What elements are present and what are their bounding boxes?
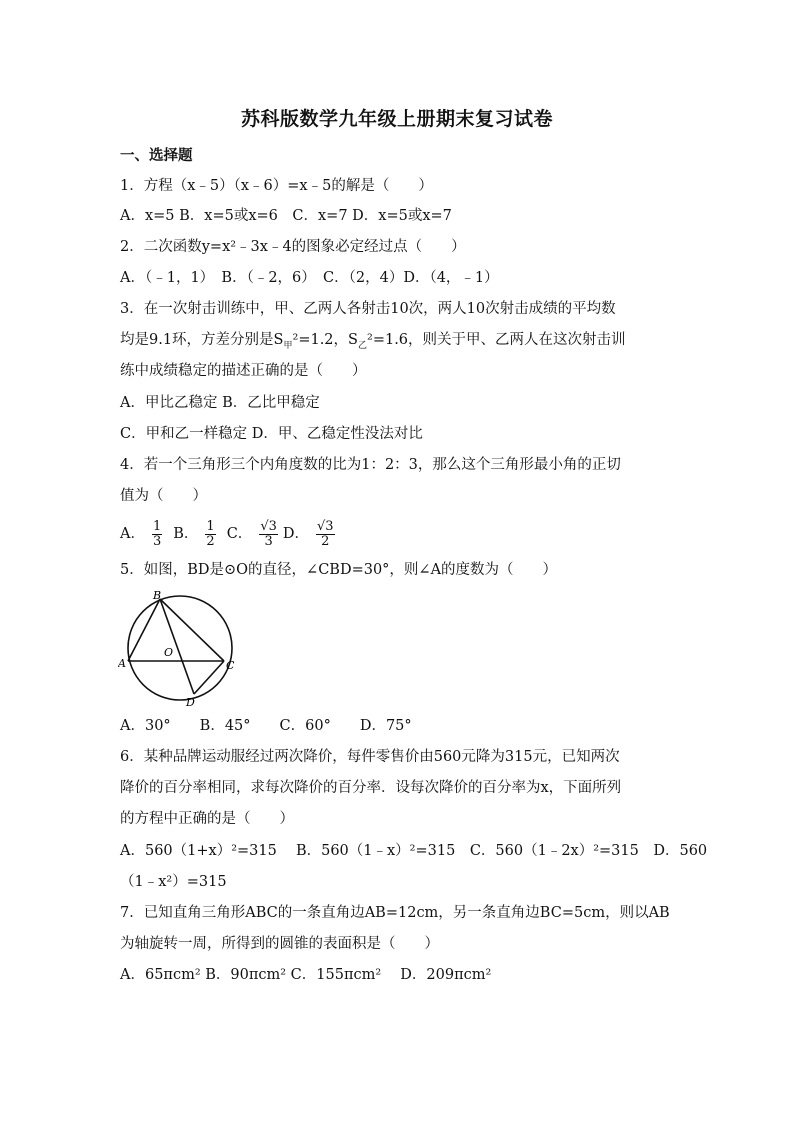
q4-option-c-fraction [259,520,278,549]
q4-option-a-label: A． [120,526,145,542]
q4-option-c-den: 3 [264,533,273,549]
circle-diagram [118,589,240,707]
question-6-line-2: 降价的百分率相同，求每次降价的百分率．设每次降价的百分率为x，下面所列 [120,780,622,796]
question-2-options: A．（﹣1，1） B．（﹣2，6） C．（2，4）D．（4，﹣1） [120,270,499,286]
q4-option-d-num: √3 [317,518,334,534]
question-1-stem: 1．方程（x﹣5）（x﹣6）=x﹣5的解是（ ） [120,178,433,194]
label-a: A [118,657,126,670]
label-c: C [226,659,235,672]
question-3-options-cd: C．甲和乙一样稳定 D．甲、乙稳定性没法对比 [120,426,423,442]
q3-sub-yi: 乙 [357,340,367,351]
label-d: D [186,696,195,707]
question-3-line-2 [120,330,680,356]
circle-figure [118,589,240,711]
question-3-line-3: 练中成绩稳定的描述正确的是（ ） [120,363,367,379]
label-b: B [153,589,162,602]
question-7-line-1: 7．已知直角三角形ABC的一条直角边AB=12cm，另一条直角边BC=5cm，则以AB [120,905,670,921]
q4-option-b-fraction [205,520,215,549]
q4-option-a-num: 1 [152,518,162,534]
q4-option-b-den: 2 [206,533,215,549]
question-6-options-1: A．560（1+x）²=315 B．560（1﹣x）²=315 C．560（1﹣2x）²=315 D．560 [120,843,708,859]
q3-text-a: 均是9.1环，方差分别是S [120,332,284,348]
question-7-line-2: 为轴旋转一周，所得到的圆锥的表面积是（ ） [120,936,439,952]
question-1-options: A．x=5 B．x=5或x=6 C．x=7 D．x=5或x=7 [120,208,452,224]
question-7-options: A．65πcm² B．90πcm² C．155πcm² D．209πcm² [120,967,492,983]
q4-option-b-label: B． [173,526,199,542]
q3-text-c: ²=1.6，则关于甲、乙两人在这次射击训 [367,332,626,348]
q4-option-d-den: 2 [321,533,330,549]
question-3-line-1: 3．在一次射击训练中，甲、乙两人各射击10次，两人10次射击成绩的平均数 [120,301,616,317]
section-heading: 一、选择题 [120,147,193,164]
question-4-line-2: 值为（ ） [120,488,207,504]
q3-sub-jia: 甲 [283,340,293,351]
label-o: O [164,646,174,659]
segment-cd [194,661,224,694]
question-4-options [120,516,680,552]
question-2-stem: 2．二次函数y=x²﹣3x﹣4的图象必定经过点（ ） [120,239,466,255]
question-5-stem: 5．如图，BD是⊙O的直径，∠CBD=30°，则∠A的度数为（ ） [120,562,558,578]
question-6-options-2: （1﹣x²）=315 [120,874,227,890]
q4-option-c-label: C． [226,526,253,542]
question-6-line-1: 6．某种品牌运动服经过两次降价，每件零售价由560元降为315元，已知两次 [120,749,620,765]
q4-option-c-num: √3 [260,518,277,534]
q4-option-d-label: D． [282,526,310,542]
page-title: 苏科版数学九年级上册期末复习试卷 [240,108,553,130]
q4-option-a-den: 3 [152,533,162,549]
question-5-options: A．30° B．45° C．60° D．75° [120,718,412,734]
q4-option-a-fraction [152,520,162,549]
question-3-options-ab: A．甲比乙稳定 B．乙比甲稳定 [120,395,320,411]
question-4-line-1: 4．若一个三角形三个内角度数的比为1：2：3，那么这个三角形最小角的正切 [120,457,621,473]
circle-o [128,596,232,700]
question-6-line-3: 的方程中正确的是（ ） [120,811,294,827]
q4-option-b-num: 1 [206,518,215,534]
q3-text-b: ²=1.2，S [292,332,358,348]
segment-ab [128,599,160,661]
q4-option-d-fraction [316,520,335,549]
